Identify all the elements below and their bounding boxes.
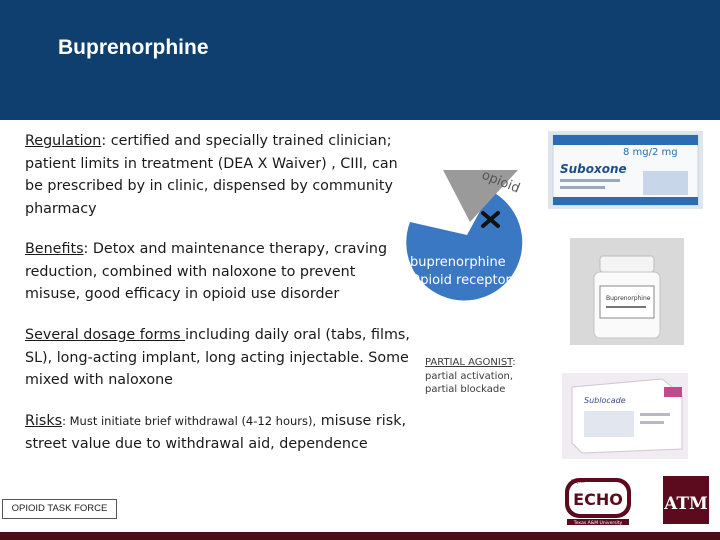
slide-title: Buprenorphine bbox=[58, 36, 209, 59]
tamu-text: ATM bbox=[664, 494, 708, 514]
suboxone-dose-text: 8 mg/2 mg bbox=[623, 147, 678, 158]
dosage-paragraph bbox=[25, 324, 420, 392]
regulation-paragraph bbox=[25, 130, 415, 220]
bottle-label-text: Buprenorphine bbox=[606, 295, 651, 302]
suboxone-brand-text: Suboxone bbox=[560, 162, 627, 176]
title-banner bbox=[0, 0, 720, 120]
echo-sub-text: Texas A&M University bbox=[573, 521, 623, 526]
bottom-bar bbox=[0, 532, 720, 540]
tablet-bottle-image bbox=[570, 238, 684, 345]
benefits-text: : Detox and maintenance therapy, craving reduction, combined with naloxone to prevent misuse, good efficacy in opioid use disorder bbox=[25, 241, 388, 302]
benefits-paragraph bbox=[25, 238, 405, 306]
partial-agonist-colon: : bbox=[512, 357, 516, 368]
partial-agonist-line1: partial activation, bbox=[425, 370, 514, 382]
partial-agonist-note bbox=[425, 356, 516, 397]
receptor-diagram bbox=[388, 140, 538, 305]
injectable-brand-text: Sublocade bbox=[584, 396, 626, 405]
echo-pre-text: Project bbox=[571, 479, 585, 484]
risks-paragraph bbox=[25, 410, 415, 455]
risks-label: Risks bbox=[25, 413, 63, 429]
risks-text: misuse risk, street value due to withdrawal aid, dependence bbox=[25, 413, 407, 452]
receptor-label: Opioid receptor bbox=[410, 273, 511, 288]
regulation-label: Regulation bbox=[25, 133, 102, 149]
dosage-text: including daily oral (tabs, films, SL), long-acting implant, long acting injectable. Some mixed with naloxone bbox=[25, 327, 410, 388]
dosage-label: Several dosage forms bbox=[25, 327, 186, 343]
task-force-label: OPIOID TASK FORCE bbox=[2, 499, 117, 519]
risks-small-text: : Must initiate brief withdrawal (4-12 hours), bbox=[62, 414, 317, 428]
partial-agonist-label: PARTIAL AGONIST bbox=[425, 357, 513, 368]
texas-am-logo bbox=[663, 476, 709, 524]
benefits-label: Benefits bbox=[25, 241, 84, 257]
echo-text: ECHO bbox=[573, 490, 623, 509]
buprenorphine-label: buprenorphine bbox=[410, 255, 506, 270]
partial-agonist-line2: partial blockade bbox=[425, 384, 506, 395]
regulation-text: : certified and specially trained clinician; patient limits in treatment (DEA X Waiver) , CIII, can be prescribed by in clinic, dispensed by community pharmacy bbox=[25, 133, 398, 217]
suboxone-box-image bbox=[548, 131, 703, 209]
injectable-box-image bbox=[562, 373, 688, 459]
opioid-wedge-label: opioid bbox=[479, 167, 522, 197]
project-echo-logo bbox=[561, 474, 635, 526]
